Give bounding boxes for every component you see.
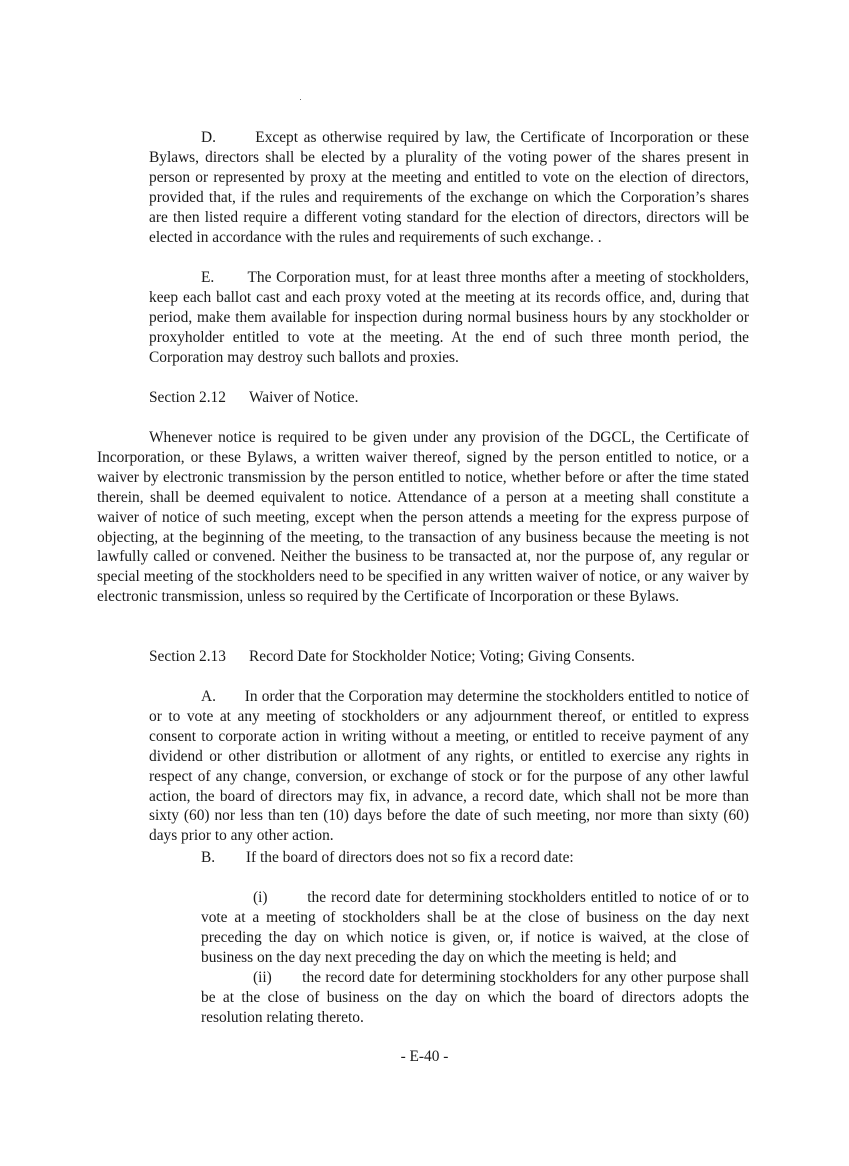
section-number: Section 2.12 — [149, 389, 226, 406]
paragraph-i: (i) the record date for determining stockholders entitled to notice of or to vote at a meeting of stockholders shall be at the close of business on the day next preceding the day on which notice is given, or, if notice is waived, at the close of business on the day next preceding the day on which the meeting is held; and — [201, 889, 749, 966]
scan-mark — [300, 99, 301, 100]
paragraph-a: A. In order that the Corporation may determine the stockholders entitled to notice of or to vote at any meeting of stockholders or any adjournment thereof, or entitled to express consent to corporate action in writing without a meeting, or entitled to receive payment of any dividend or other distribution or allotment of any rights, or entitled to exercise any rights in respect of any change, conversion, or exchange of stock or for the purpose of any other lawful action, the board of directors may fix, in advance, a record date, which shall not be more than sixty (60) nor less than ten (10) days before the date of such meeting, nor more than sixty (60) days prior to any other action. — [149, 688, 749, 845]
section-number: Section 2.13 — [149, 648, 226, 665]
paragraph-d: D. Except as otherwise required by law, the Certificate of Incorporation or these Bylaws, directors shall be elected by a plurality of the voting power of the shares present in person or represented by proxy at the meeting and entitled to vote on the election of directors, provided that, if the rules and requirements of the exchange on which the Corporation’s shares are then listed require a different voting standard for the election of directors, directors will be elected in accordance with the rules and requirements of such exchange. . — [149, 129, 749, 246]
section-title: Record Date for Stockholder Notice; Voting; Giving Consents. — [249, 648, 635, 665]
section-title: Waiver of Notice. — [249, 389, 359, 406]
section-heading-2-13 — [149, 647, 635, 667]
paragraph-e: E. The Corporation must, for at least three months after a meeting of stockholders, keep each ballot cast and each proxy voted at the meeting at its records office, and, during that period, make them available for inspection during normal business hours by any stockholder or proxyholder entitled to vote at the meeting. At the end of such three month period, the Corporation may destroy such ballots and proxies. — [149, 269, 749, 366]
page-number: - E-40 - — [400, 1048, 449, 1065]
paragraph-waiver: Whenever notice is required to be given under any provision of the DGCL, the Certificate of Incorporation, or these Bylaws, a written waiver thereof, signed by the person entitled to notice, or a waiver by electronic transmission by the person entitled to notice, whether before or after the time stated therein, shall be deemed equivalent to notice. Attendance of a person at a meeting shall constitute a waiver of notice of such meeting, except when the person attends a meeting for the express purpose of objecting, at the beginning of the meeting, to the transaction of any business because the meeting is not lawfully called or convened. Neither the business to be transacted at, nor the purpose of, any regular or special meeting of the stockholders need to be specified in any written waiver of notice, or any waiver by electronic transmission, unless so required by the Certificate of Incorporation or these Bylaws. — [97, 429, 749, 606]
paragraph-b: B. If the board of directors does not so fix a record date: — [201, 849, 574, 866]
paragraph-ii: (ii) the record date for determining stockholders for any other purpose shall be at the close of business on the day on which the board of directors adopts the resolution relating thereto. — [201, 969, 749, 1026]
section-heading-2-12 — [149, 388, 358, 408]
